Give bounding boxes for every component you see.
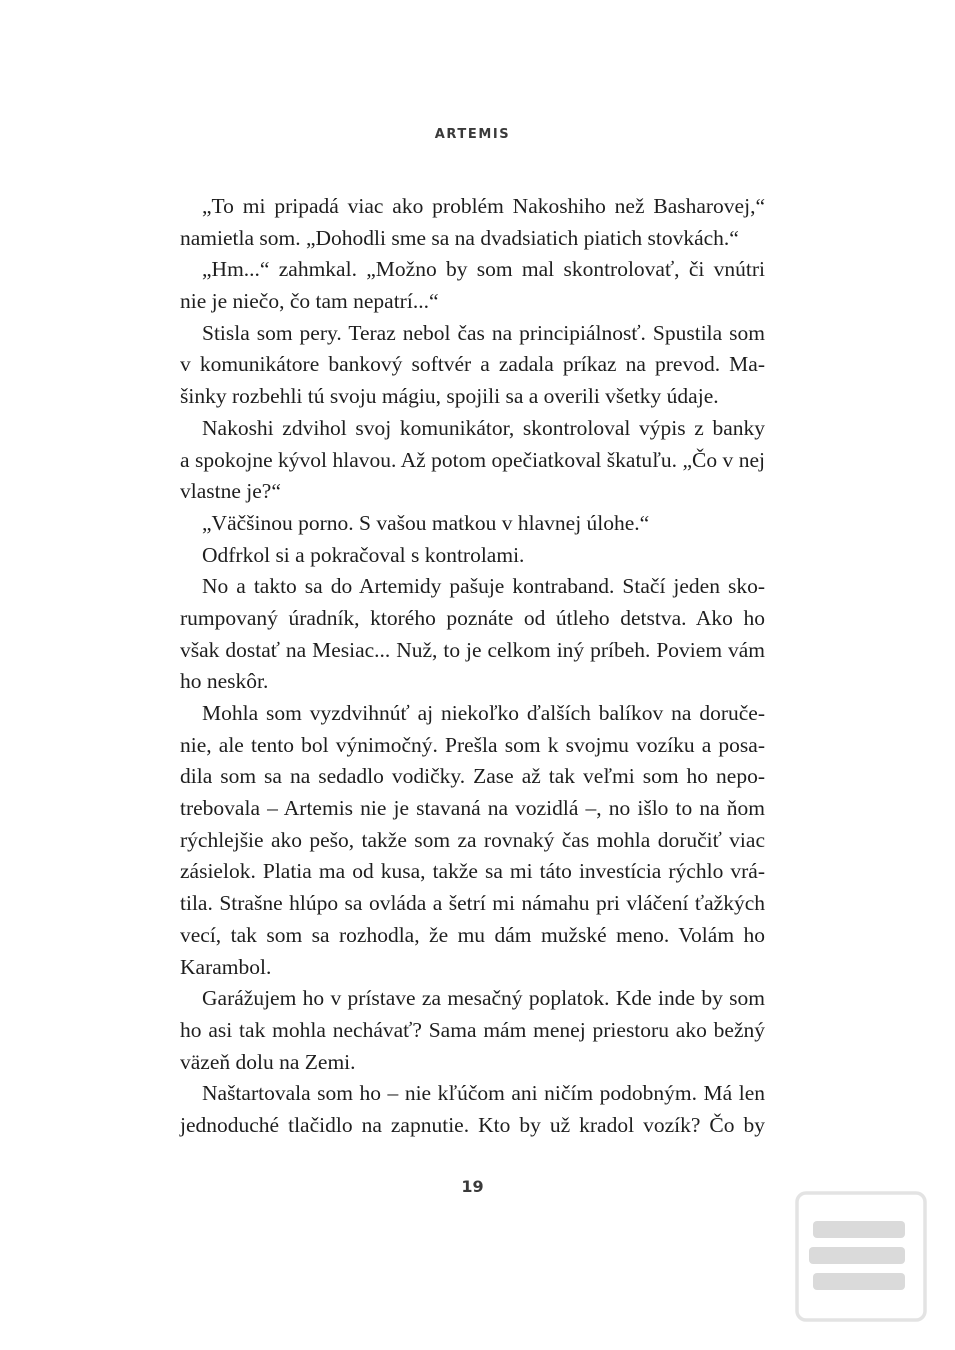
- page-number: 19: [461, 1177, 484, 1196]
- text-line: „To mi pripadá viac ako problém Nakoshiho než Basharovej,“: [202, 194, 765, 218]
- text-line: „Hm...“ zahmkal. „Možno by som mal skontrolovať, či vnútri: [202, 257, 765, 282]
- text-line: v komunikátore bankový softvér a zadala príkaz na prevod. Ma-: [180, 352, 765, 377]
- text-line: Stisla som pery. Teraz nebol čas na principiálnosť. Spustila som: [202, 320, 765, 345]
- text-line: Nakoshi zdvihol svoj komunikátor, skontroloval výpis z banky: [202, 415, 765, 440]
- text-line: dila som sa na sedadlo vodičky. Zase až tak veľmi som ho nepo-: [180, 764, 765, 789]
- text-line: rýchlejšie ako pešo, takže som za rovnaký čas mohla doručiť viac: [180, 827, 765, 852]
- text-line: tila. Strašne hlúpo sa ovláda a šetrí mi námahu pri vláčení ťažkých: [180, 891, 765, 916]
- text-line: jednoduché tlačidlo na zapnutie. Kto by už kradol vozík? Čo by: [180, 1112, 765, 1137]
- text-line: však dostať na Mesiac... Nuž, to je celkom iný príbeh. Poviem vám: [180, 637, 765, 662]
- text-line: šinky rozbehli tú svoju mágiu, spojili sa a overili všetky údaje.: [180, 384, 719, 409]
- text-line: väzeň dolu na Zemi.: [180, 1049, 356, 1074]
- text-line: rumpovaný úradník, ktorého poznáte od útleho detstva. Ako ho: [180, 605, 765, 630]
- text-line: vlastne je?“: [180, 479, 281, 504]
- text-line: trebovala – Artemis nie je stavaná na vozidlá –, no išlo to na ňom: [180, 796, 765, 821]
- text-line: nie, ale tento bol výnimočný. Prešla som k svojmu vozíku a posa-: [180, 732, 765, 757]
- text-line: vecí, tak som sa rozhodla, že mu dám mužské meno. Volám ho: [180, 922, 765, 947]
- text-line: nie je niečo, čo tam nepatrí...“: [180, 289, 439, 314]
- running-head-title: ARTEMIS: [434, 127, 511, 142]
- text-line: namietla som. „Dohodli sme sa na dvadsiatich piatich stovkách.“: [180, 225, 739, 250]
- text-line: a spokojne kývol hlavou. Až potom opečiatkoval škatuľu. „Čo v nej: [180, 447, 765, 472]
- book-stack-icon: [795, 1191, 927, 1322]
- text-line: Mohla som vyzdvihnúť aj niekoľko ďalších balíkov na doruče-: [202, 701, 765, 725]
- text-line: Odfrkol si a pokračoval s kontrolami.: [202, 542, 525, 567]
- text-line: Garážujem ho v prístave za mesačný poplatok. Kde inde by som: [202, 986, 765, 1011]
- text-line: No a takto sa do Artemidy pašuje kontraband. Stačí jeden sko-: [202, 574, 765, 599]
- text-line: ho neskôr.: [180, 669, 269, 694]
- text-line: Naštartovala som ho – nie kľúčom ani ničím podobným. Má len: [202, 1081, 765, 1106]
- text-line: Karambol.: [180, 954, 272, 979]
- body-text: [180, 191, 765, 1142]
- text-line: „Väčšinou porno. S vašou matkou v hlavnej úlohe.“: [202, 510, 650, 535]
- text-line: zásielok. Platia ma od kusa, takže sa mi táto investícia rýchlo vrá-: [180, 859, 765, 884]
- text-line: ho asi tak mohla nechávať? Sama mám menej priestoru ako bežný: [180, 1017, 765, 1042]
